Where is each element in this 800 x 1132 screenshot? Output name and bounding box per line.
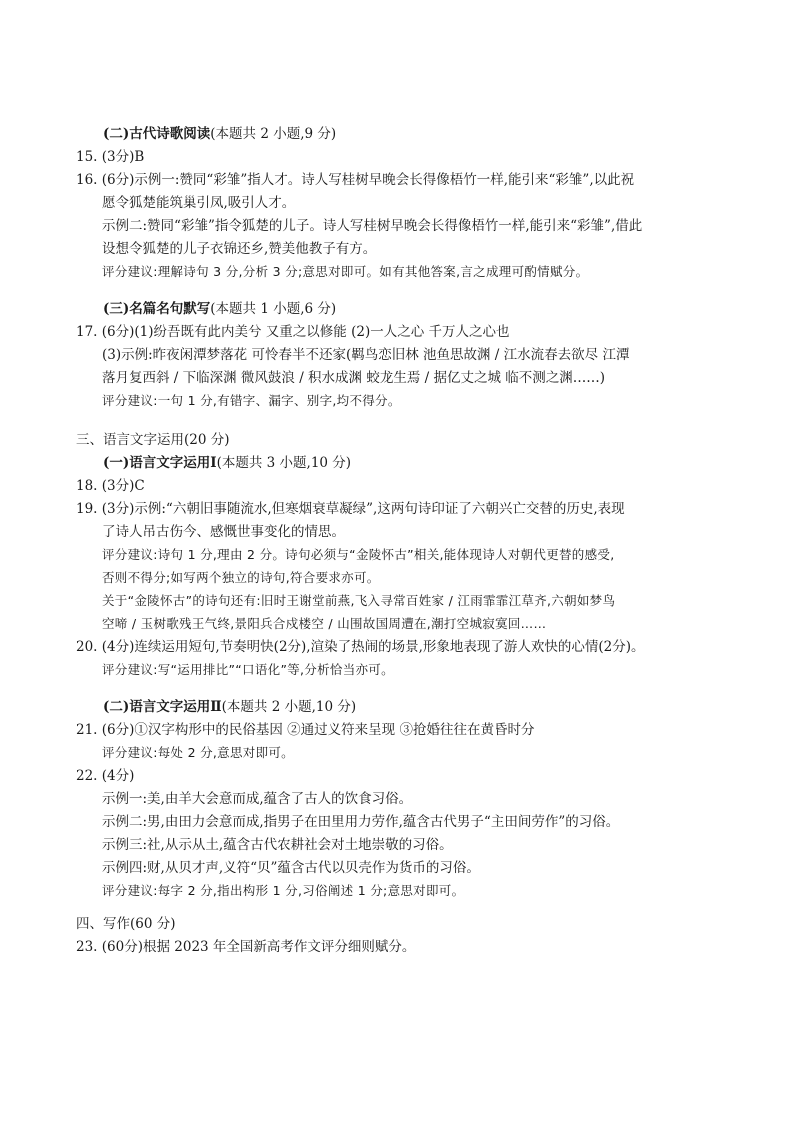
- answer-15: 15. (3分)B: [76, 149, 145, 165]
- answer-16-line-4: 设想令狐楚的儿子衣锦还乡,赞美他教子有方。: [102, 241, 377, 257]
- answer-22-example-3: 示例三:社,从示从土,蕴含古代农耕社会对土地崇敬的习俗。: [102, 837, 453, 853]
- scoring-note-20: 评分建议:写“运用排比”“口语化”等,分析恰当亦可。: [102, 662, 394, 677]
- scoring-note-21: 评分建议:每处 2 分,意思对即可。: [102, 745, 294, 760]
- scoring-note-22: 评分建议:每字 2 分,指出构形 1 分,习俗阐述 1 分;意思对即可。: [102, 883, 465, 898]
- answer-19-line-1: 19. (3分)示例:“六朝旧事随流水,但寒烟衰草凝绿”,这两句诗印证了六朝兴亡交替的历史,表现: [76, 501, 625, 517]
- answer-17-line-2: (3)示例:昨夜闲潭梦落花 可怜春半不还家(羁鸟恋旧林 池鱼思故渊 / 江水流春去欲尽 江潭: [102, 347, 630, 363]
- answer-22-example-1: 示例一:美,由羊大会意而成,蕴含了古人的饮食习俗。: [102, 791, 413, 807]
- section-heading-recitation: (三)名篇名句默写(本题共 1 小题,6 分): [103, 301, 337, 317]
- part-heading-writing: 四、写作(60 分): [76, 916, 176, 932]
- answer-16-line-2: 愿令狐楚能筑巢引凤,吸引人才。: [102, 195, 296, 211]
- answer-22-example-4: 示例四:财,从贝才声,义符“贝”蕴含古代以贝壳作为货币的习俗。: [102, 860, 480, 876]
- answer-16-line-1: 16. (6分)示例一:赞同“彩雏”指人才。诗人写桂树早晚会长得像梧竹一样,能引来“彩雏”,以此祝: [76, 172, 635, 188]
- answer-23: 23. (60分)根据 2023 年全国新高考作文评分细则赋分。: [76, 939, 416, 955]
- scoring-note-19-line-2: 否则不得分;如写两个独立的诗句,符合要求亦可。: [102, 570, 380, 585]
- scoring-note-19-line-3: 关于“金陵怀古”的诗句还有:旧时王谢堂前燕,飞入寻常百姓家 / 江雨霏霏江草齐,六朝如梦鸟: [102, 593, 616, 608]
- answer-18: 18. (3分)C: [76, 478, 145, 494]
- subsection-heading-language-use-1: (一)语言文字运用Ⅰ(本题共 3 小题,10 分): [103, 455, 352, 471]
- section-heading-poetry: (二)古代诗歌阅读(本题共 2 小题,9 分): [103, 126, 337, 142]
- answer-19-line-2: 了诗人吊古伤今、感慨世事变化的情思。: [102, 524, 345, 540]
- answer-22: 22. (4分): [76, 768, 135, 784]
- answer-21: 21. (6分)①汉字构形中的民俗基因 ②通过义符来呈现 ③抢婚往往在黄昏时分: [76, 722, 535, 738]
- answer-22-example-2: 示例二:男,由田力会意而成,指男子在田里用力劳作,蕴含古代男子“主田间劳作”的习俗。: [102, 814, 620, 830]
- subsection-heading-language-use-2: (二)语言文字运用Ⅱ(本题共 2 小题,10 分): [103, 699, 357, 715]
- answer-20: 20. (4分)连续运用短句,节奏明快(2分),渲染了热闹的场景,形象地表现了游人欢快的心情(2分)。: [76, 639, 645, 655]
- scoring-note-16: 评分建议:理解诗句 3 分,分析 3 分;意思对即可。如有其他答案,言之成理可酌情赋分。: [102, 264, 589, 279]
- scoring-note-19-line-1: 评分建议:诗句 1 分,理由 2 分。诗句必须与“金陵怀古”相关,能体现诗人对朝代更替的感受,: [102, 547, 615, 562]
- part-heading-language-use: 三、语言文字运用(20 分): [76, 432, 230, 448]
- scoring-note-17: 评分建议:一句 1 分,有错字、漏字、别字,均不得分。: [102, 393, 401, 408]
- answer-17-line-3: 落月复西斜 / 下临深渊 微风鼓浪 / 积水成渊 蛟龙生焉 / 据亿丈之城 临不测之渊……): [102, 370, 606, 386]
- scoring-note-19-line-4: 空啼 / 玉树歌残王气终,景阳兵合戍楼空 / 山围故国周遭在,潮打空城寂寞回……: [102, 616, 547, 631]
- answer-17-line-1: 17. (6分)(1)纷吾既有此内美兮 又重之以修能 (2)一人之心 千万人之心也: [76, 324, 510, 340]
- answer-16-line-3: 示例二:赞同“彩雏”指令狐楚的儿子。诗人写桂树早晚会长得像梧竹一样,能引来“彩雏”,借此: [102, 218, 643, 234]
